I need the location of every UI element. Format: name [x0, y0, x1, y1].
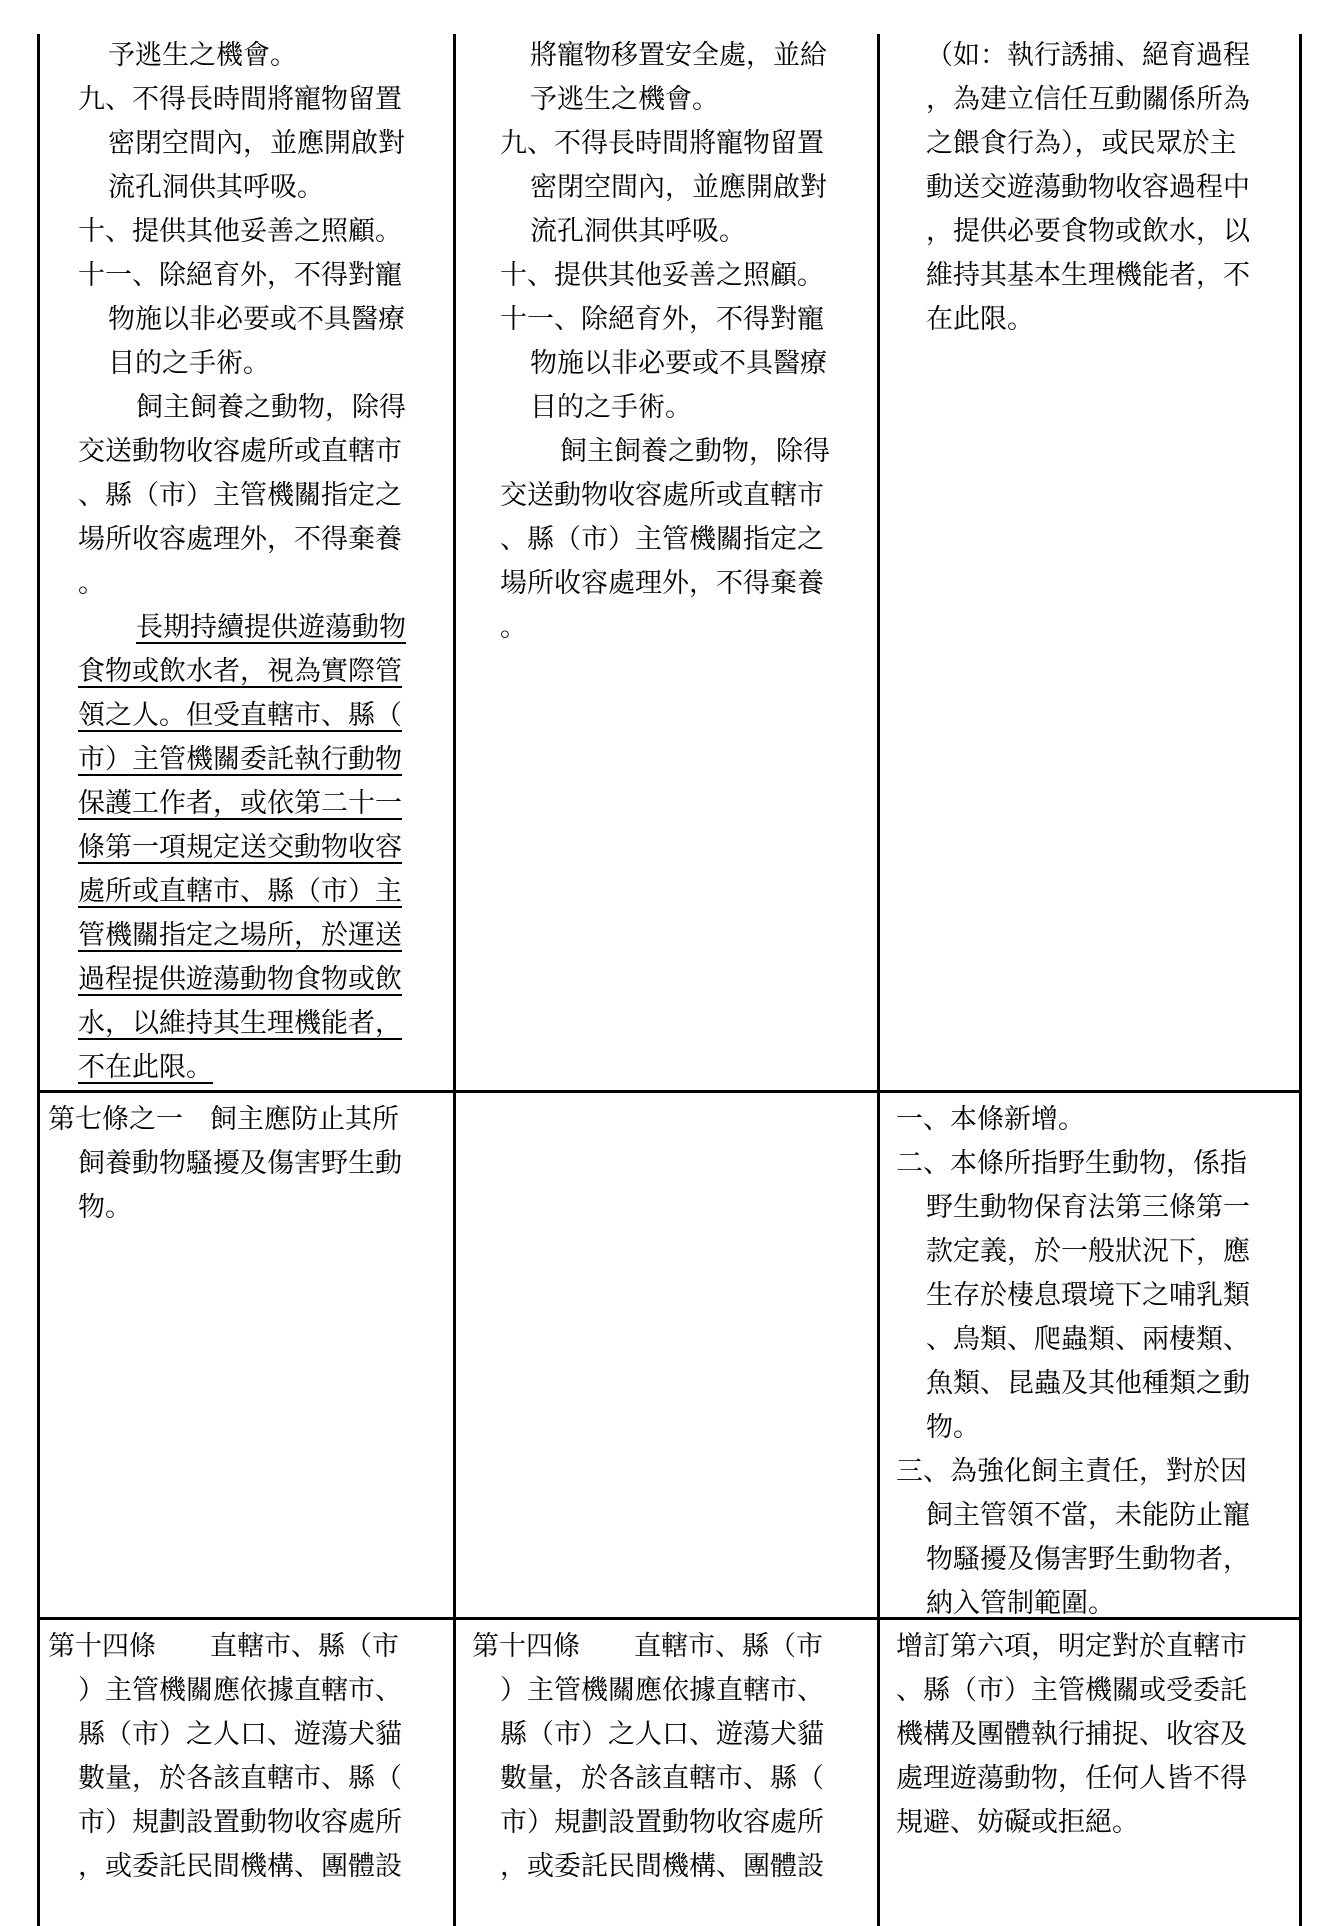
text-line: 飼主飼養之動物，除得: [136, 392, 406, 423]
amended-text-line: 過程提供遊蕩動物食物或飲: [78, 964, 402, 995]
text-line: 、縣（市）主管機關指定之: [78, 480, 402, 511]
amended-text-line: 市）主管機關委託執行動物: [78, 744, 402, 775]
text-line: 予逃生之機會。: [108, 40, 297, 71]
text-line: 動送交遊蕩動物收容過程中: [926, 172, 1250, 203]
text-line: 物騷擾及傷害野生動物者，: [926, 1544, 1250, 1575]
text-line: 物。: [78, 1192, 132, 1223]
text-line: 飼養動物騷擾及傷害野生動: [78, 1148, 402, 1179]
text-line: 九、不得長時間將寵物留置: [500, 128, 824, 159]
table-border-left: [37, 34, 40, 1926]
amended-text-line: 處所或直轄市、縣（市）主: [78, 876, 402, 907]
text-line: 規避、妨礙或拒絕。: [896, 1807, 1139, 1838]
text-line: ，提供必要食物或飲水，以: [926, 216, 1250, 247]
text-line: 第十四條 直轄市、縣（市: [472, 1631, 823, 1662]
text-line: 物施以非必要或不具醫療: [108, 304, 405, 335]
text-line: ，為建立信任互動關係所為: [926, 84, 1250, 115]
text-line: 二、本條所指野生動物，係指: [896, 1148, 1247, 1179]
text-line: 款定義，於一般狀況下，應: [926, 1236, 1250, 1267]
text-line: 十一、除絕育外，不得對寵: [500, 304, 824, 335]
text-line: 機構及團體執行捕捉、收容及: [896, 1719, 1247, 1750]
text-line: 之餵食行為），或民眾於主: [926, 128, 1237, 159]
amended-text-line: 水，以維持其生理機能者，: [78, 1008, 402, 1039]
text-line: 密閉空間內，並應開啟對: [530, 172, 827, 203]
text-line: 野生動物保育法第三條第一: [926, 1192, 1250, 1223]
text-line: 交送動物收容處所或直轄市: [500, 480, 824, 511]
text-line: ，或委託民間機構、團體設: [500, 1851, 824, 1882]
text-line: 十、提供其他妥善之照顧。: [78, 216, 402, 247]
text-line: 。: [500, 612, 527, 643]
text-line: 目的之手術。: [108, 348, 270, 379]
text-line: 目的之手術。: [530, 392, 692, 423]
text-line: 流孔洞供其呼吸。: [530, 216, 746, 247]
table-border-col2: [877, 34, 880, 1926]
amended-text-line: 條第一項規定送交動物收容: [78, 832, 402, 863]
text-line: 飼主飼養之動物，除得: [560, 436, 830, 467]
text-line: 交送動物收容處所或直轄市: [78, 436, 402, 467]
text-line: 九、不得長時間將寵物留置: [78, 84, 402, 115]
text-line: 將寵物移置安全處，並給: [530, 40, 827, 71]
text-line: 縣（市）之人口、遊蕩犬貓: [78, 1719, 402, 1750]
text-line: 市）規劃設置動物收容處所: [78, 1807, 402, 1838]
text-line: 十一、除絕育外，不得對寵: [78, 260, 402, 291]
text-line: 維持其基本生理機能者，不: [926, 260, 1250, 291]
text-line: ）主管機關應依據直轄市、: [500, 1675, 824, 1706]
text-line: 場所收容處理外，不得棄養: [78, 524, 402, 555]
text-line: ，或委託民間機構、團體設: [78, 1851, 402, 1882]
text-line: 增訂第六項，明定對於直轄市: [896, 1631, 1247, 1662]
text-line: 數量，於各該直轄市、縣（: [78, 1763, 402, 1794]
amended-text-line: 保護工作者，或依第二十一: [78, 788, 402, 819]
text-line: 處理遊蕩動物，任何人皆不得: [896, 1763, 1247, 1794]
table-row-divider-1: [37, 1090, 1302, 1093]
text-line: 納入管制範圍。: [926, 1588, 1115, 1619]
table-border-right: [1299, 34, 1302, 1926]
text-line: 。: [78, 568, 105, 599]
amended-text-line: 領之人。但受直轄市、縣（: [78, 700, 402, 731]
text-line: 物施以非必要或不具醫療: [530, 348, 827, 379]
text-line: 生存於棲息環境下之哺乳類: [926, 1280, 1250, 1311]
text-line: （如：執行誘捕、絕育過程: [926, 40, 1250, 71]
text-line: 飼主管領不當，未能防止寵: [926, 1500, 1250, 1531]
table-border-col1: [453, 34, 456, 1926]
amended-text-line: 管機關指定之場所，於運送: [78, 920, 402, 951]
text-line: 予逃生之機會。: [530, 84, 719, 115]
text-line: 一、本條新增。: [896, 1104, 1085, 1135]
amended-text-line: 不在此限。: [78, 1052, 213, 1083]
text-line: 魚類、昆蟲及其他種類之動: [926, 1368, 1250, 1399]
amended-text-line: 食物或飲水者，視為實際管: [78, 656, 402, 687]
text-line: 物。: [926, 1412, 980, 1443]
text-line: 流孔洞供其呼吸。: [108, 172, 324, 203]
text-line: 數量，於各該直轄市、縣（: [500, 1763, 824, 1794]
text-line: 市）規劃設置動物收容處所: [500, 1807, 824, 1838]
text-line: 縣（市）之人口、遊蕩犬貓: [500, 1719, 824, 1750]
text-line: 第十四條 直轄市、縣（市: [48, 1631, 399, 1662]
text-line: 三、為強化飼主責任，對於因: [896, 1456, 1247, 1487]
text-line: 密閉空間內，並應開啟對: [108, 128, 405, 159]
text-line: 第七條之一 飼主應防止其所: [48, 1104, 399, 1135]
text-line: 、鳥類、爬蟲類、兩棲類、: [926, 1324, 1250, 1355]
text-line: ）主管機關應依據直轄市、: [78, 1675, 402, 1706]
amended-text-line: 長期持續提供遊蕩動物: [136, 612, 406, 643]
text-line: 在此限。: [926, 304, 1034, 335]
text-line: 、縣（市）主管機關或受委託: [896, 1675, 1247, 1706]
text-line: 十、提供其他妥善之照顧。: [500, 260, 824, 291]
text-line: 場所收容處理外，不得棄養: [500, 568, 824, 599]
text-line: 、縣（市）主管機關指定之: [500, 524, 824, 555]
